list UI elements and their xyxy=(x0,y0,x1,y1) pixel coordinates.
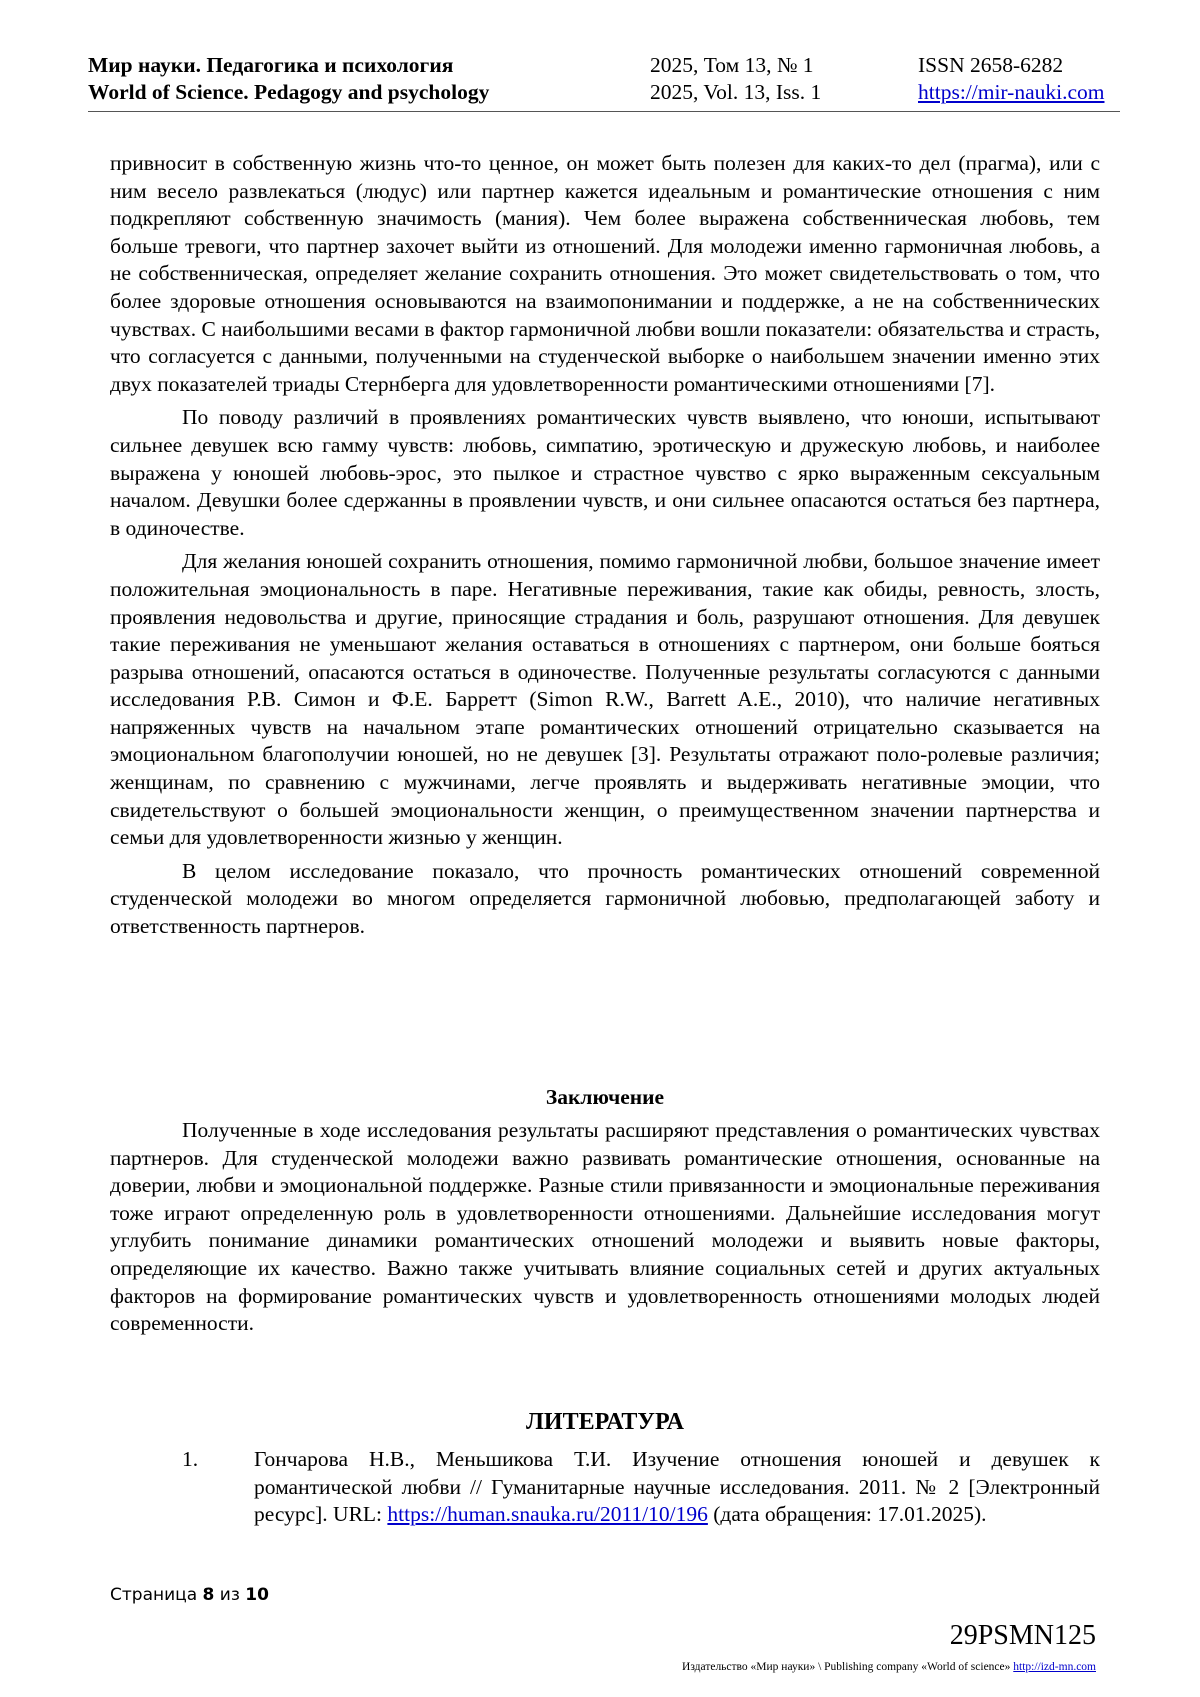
article-code: 29PSMN125 xyxy=(949,1620,1096,1651)
reference-item xyxy=(110,1446,1100,1529)
paragraph-3: Для желания юношей сохранить отношения, помимо гармоничной любви, большое значение имеет положительная эмоциональность в паре. Негативные переживания, такие как обиды, ревность, злость, проявления недовольства и другие, приносящие страдания и боль, разрушают отношения. Для девушек такие переживания не уменьшают желания оставаться в отношениях с партнером, они больше бояться разрыва отношений, опасаются остаться в одиночестве. Полученные результаты согласуются с данными исследования Р.В. Симон и Ф.Е. Барретт (Simon R.W., Barrett A.E., 2010), что наличие негативных напряженных чувств на начальном этапе романтических отношений отрицательно сказывается на эмоциональном благополучии юношей, но не девушек [3]. Результаты отражают поло-ролевые различия; женщинам, по сравнению с мужчинами, легче проявлять и выдерживать негативные эмоции, что свидетельствуют о большей эмоциональности женщин, о преимущественном значении партнерства и семьи для удовлетворенности жизнью у женщин. xyxy=(110,549,1100,850)
journal-header xyxy=(88,52,1120,106)
issue-en: 2025, Vol. 13, Iss. 1 xyxy=(650,80,822,104)
header-row-ru xyxy=(88,52,1120,79)
page-of: из xyxy=(219,1585,240,1605)
page-number xyxy=(110,1585,269,1605)
publisher-line xyxy=(682,1660,1096,1674)
header-divider xyxy=(88,111,1120,112)
reference-url-link[interactable]: https://human.snauka.ru/2011/10/196 xyxy=(387,1502,708,1527)
page-total: 10 xyxy=(245,1585,269,1605)
journal-url-link[interactable]: https://mir-nauki.com xyxy=(918,80,1105,104)
conclusion-heading: Заключение xyxy=(545,1085,665,1109)
publisher-url-link[interactable]: http://izd-mn.com xyxy=(1013,1661,1096,1673)
reference-text-after: (дата обращения: 17.01.2025). xyxy=(707,1502,987,1527)
page-current: 8 xyxy=(202,1585,215,1605)
reference-text-before: Гончарова Н.В., Меньшикова Т.И. Изучение отношения юношей и девушек к романтической любви // Гуманитарные научные исследования. 2011. № 2 [Электронный ресурс]. URL: xyxy=(254,1447,1100,1527)
literature-heading: ЛИТЕРАТУРА xyxy=(526,1409,684,1435)
page-label: Страница xyxy=(110,1585,198,1605)
issn: ISSN 2658-6282 xyxy=(918,53,1064,77)
paragraph-4: В целом исследование показало, что прочность романтических отношений современной студенческой молодежи во многом определяется гармоничной любовью, предполагающей заботу и ответственность партнеров. xyxy=(110,858,1100,939)
header-row-en xyxy=(88,79,1120,106)
issue-ru: 2025, Том 13, № 1 xyxy=(650,53,814,77)
paragraph-2: По поводу различий в проявлениях романтических чувств выявлено, что юноши, испытывают сильнее девушек всю гамму чувств: любовь, симпатию, эротическую и дружескую любовь, и наиболее выражена у юношей любовь-эрос, это пылкое и страстное чувство с ярко выраженным сексуальным началом. Девушки более сдержанны в проявлении чувств, и они сильнее опасаются остаться без партнера, в одиночестве. xyxy=(110,405,1100,540)
publisher-text: Издательство «Мир науки» \ Publishing company «World of science» xyxy=(682,1661,1011,1673)
reference-text xyxy=(254,1446,1100,1529)
journal-title-en: World of Science. Pedagogy and psychology xyxy=(88,80,490,104)
paragraph-1: привносит в собственную жизнь что-то ценное, он может быть полезен для каких-то дел (прагма), или с ним весело развлекаться (людус) или партнер кажется идеальным и романтические отношения с ним подкрепляют собственную значимость (мания). Чем более выражена собственническая любовь, тем больше тревоги, что партнер захочет выйти из отношений. Для молодежи именно гармоничная любовь, а не собственническая, определяет желание сохранить отношения. Это может свидетельствовать о том, что более здоровые отношения основываются на взаимопонимании и поддержке, а не на собственнических чувствах. С наибольшими весами в фактор гармоничной любви вошли показатели: обязательства и страсть, что согласуется с данными, полученными на студенческой выборке о наибольшем значении именно этих двух показателей триады Стернберга для удовлетворенности романтическими отношениями [7]. xyxy=(110,151,1100,396)
conclusion-paragraph: Полученные в ходе исследования результаты расширяют представления о романтических чувствах партнеров. Для студенческой молодежи важно развивать романтические отношения, основанные на доверии, любви и эмоциональной поддержке. Разные стили привязанности и эмоциональные переживания тоже играют определенную роль в удовлетворенности отношениями. Дальнейшие исследования могут углубить понимание динамики романтических отношений молодежи и выявить новые факторы, определяющие их качество. Важно также учитывать влияние социальных сетей и других актуальных факторов на формирование романтических чувств и удовлетворенность отношениями молодых людей современности. xyxy=(110,1118,1100,1336)
reference-number: 1. xyxy=(182,1447,199,1471)
article-body xyxy=(110,150,1100,947)
journal-title-ru: Мир науки. Педагогика и психология xyxy=(88,53,454,77)
